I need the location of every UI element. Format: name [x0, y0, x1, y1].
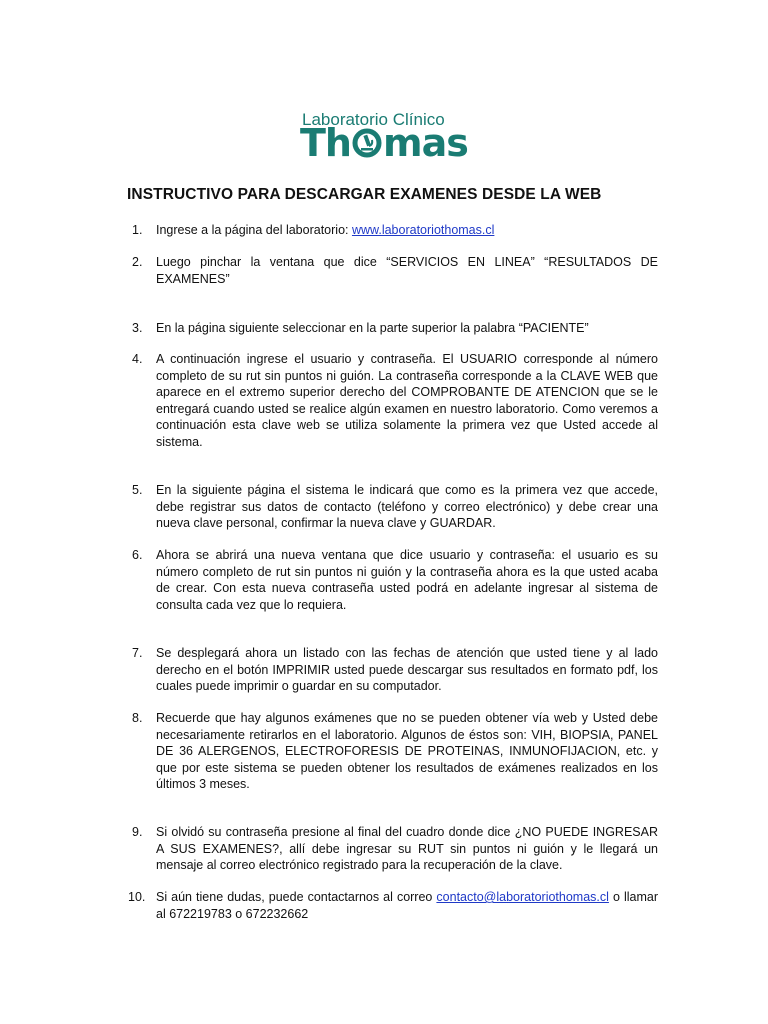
- item-text: Si olvidó su contraseña presione al final del cuadro donde dice ¿NO PUEDE INGRESAR A SUS EXAMENES?, allí debe ingresar su RUT sin puntos ni guión y le llegará un mensaje al correo electrónico registrado para la recuperación de la clave.: [156, 825, 658, 873]
- list-item: [132, 222, 658, 239]
- document-title: INSTRUCTIVO PARA DESCARGAR EXAMENES DESDE LA WEB: [127, 186, 602, 203]
- list-item: [132, 254, 658, 287]
- logo-line2-a: Th: [300, 121, 351, 165]
- list-item: [128, 889, 658, 922]
- item-text: Luego pinchar la ventana que dice “SERVICIOS EN LINEA” “RESULTADOS DE EXAMENES”: [156, 255, 658, 286]
- item-number: 2.: [132, 255, 143, 269]
- item-text: En la siguiente página el sistema le indicará que como es la primera vez que accede, debe registrar sus datos de contacto (teléfono y correo electrónico) y debe crear una nueva clave personal, confirmar la nueva clave y GUARDAR.: [156, 483, 658, 531]
- item-number: 6.: [132, 548, 143, 562]
- item-text: [156, 222, 658, 239]
- item-number: 8.: [132, 711, 143, 725]
- item-number: 7.: [132, 646, 143, 660]
- list-item: [132, 320, 658, 337]
- logo-line2-b: mas: [382, 121, 468, 165]
- item-text-part: Si aún tiene dudas, puede contactarnos al correo: [156, 890, 437, 904]
- item-text-part: o llamar al 672219783 o 672232662: [156, 890, 658, 921]
- item-text-part: Ingrese a la página del laboratorio:: [156, 223, 352, 237]
- item-number: 4.: [132, 352, 143, 366]
- item-text: Ahora se abrirá una nueva ventana que dice usuario y contraseña: el usuario es su número completo de rut sin puntos ni guión y la contraseña ahora es la que usted acaba de crear. Con esta nueva contraseña usted podrá en adelante ingresar al sistema de consulta cada vez que lo requiera.: [156, 548, 658, 612]
- item-text: En la página siguiente seleccionar en la parte superior la palabra “PACIENTE”: [156, 321, 589, 335]
- item-number: 9.: [132, 825, 143, 839]
- microscope-o-icon: [352, 128, 382, 158]
- list-item: [132, 482, 658, 532]
- item-text: [156, 889, 658, 922]
- list-item: [132, 547, 658, 613]
- item-text: Recuerde que hay algunos exámenes que no se pueden obtener vía web y Usted debe necesariamente retirarlos en el laboratorio. Algunos de éstos son: VIH, BIOPSIA, PANEL DE 36 ALERGENOS, ELECTROFORESIS DE PROTEINAS, INMUNOFIJACION, etc. y que por este sistema se pueden obtener los resultados de exámenes realizados en los últimos 3 meses.: [156, 711, 658, 792]
- item-number: 1.: [132, 223, 143, 237]
- list-item: [132, 710, 658, 793]
- item-number: 10.: [128, 890, 146, 904]
- logo-line1: Laboratorio Clínico: [302, 110, 445, 129]
- item-number: 3.: [132, 321, 143, 335]
- list-item: [132, 351, 658, 451]
- item-number: 5.: [132, 483, 143, 497]
- contact-email-link[interactable]: contacto@laboratoriothomas.cl: [436, 890, 609, 904]
- list-item: [132, 824, 658, 874]
- list-item: [132, 645, 658, 695]
- logo-line2: [300, 121, 468, 165]
- item-text: A continuación ingrese el usuario y contraseña. El USUARIO corresponde al número completo de su rut sin puntos ni guión. La contraseña corresponde a la CLAVE WEB que aparece en el extremo superior derecho del COMPROBANTE DE ATENCION que se le entregará cuando usted se realice algún examen en nuestro laboratorio. Como veremos a continuación esta clave web se utiliza solamente la primera vez que Usted accede al sistema.: [156, 352, 658, 449]
- lab-website-link[interactable]: www.laboratoriothomas.cl: [351, 223, 495, 237]
- item-text: Se desplegará ahora un listado con las fechas de atención que usted tiene y al lado derecho en el botón IMPRIMIR usted puede descargar sus resultados en formato pdf, los cuales puede imprimir o guardar en su computador.: [156, 646, 658, 694]
- laboratory-logo: [300, 110, 510, 165]
